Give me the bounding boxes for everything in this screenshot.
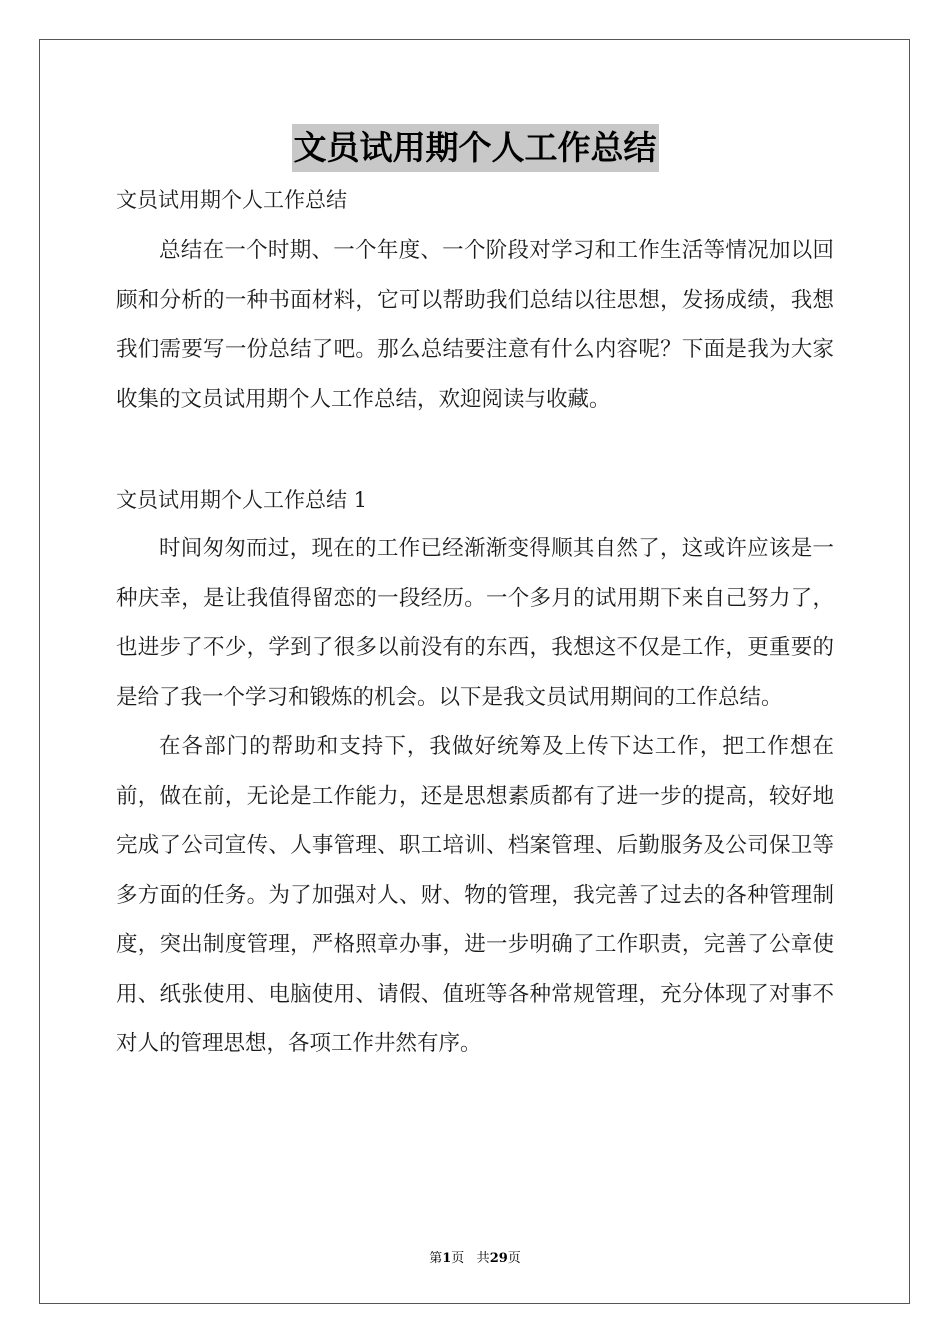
intro-section xyxy=(116,226,834,424)
footer-total-suffix: 页 xyxy=(507,1251,521,1266)
footer-page-suffix: 页 xyxy=(451,1251,465,1266)
footer-page-prefix: 第 xyxy=(429,1251,443,1266)
section1-paragraph-2: 在各部门的帮助和支持下，我做好统筹及上传下达工作，把工作想在前，做在前，无论是工作能力，还是思想素质都有了进一步的提高，较好地完成了公司宣传、人事管理、职工培训、档案管理、后勤服务及公司保卫等多方面的任务。为了加强对人、财、物的管理，我完善了过去的各种管理制度，突出制度管理，严格照章办事，进一步明确了工作职责，完善了公章使用、纸张使用、电脑使用、请假、值班等各种常规管理，充分体现了对事不对人的管理思想，各项工作井然有序。 xyxy=(116,734,834,1056)
document-subtitle: 文员试用期个人工作总结 xyxy=(116,188,347,212)
title-container xyxy=(0,124,950,172)
page-footer xyxy=(0,1247,950,1266)
section-heading: 文员试用期个人工作总结 1 xyxy=(116,488,368,512)
intro-paragraph: 总结在一个时期、一个年度、一个阶段对学习和工作生活等情况加以回顾和分析的一种书面材料，它可以帮助我们总结以往思想，发扬成绩，我想我们需要写一份总结了吧。那么总结要注意有什么内容呢？下面是我为大家收集的文员试用期个人工作总结，欢迎阅读与收藏。 xyxy=(116,238,834,412)
document-title: 文员试用期个人工作总结 xyxy=(292,124,659,172)
footer-page-number: 1 xyxy=(442,1251,452,1266)
section1-body xyxy=(116,524,834,1069)
footer-total-pages: 29 xyxy=(489,1251,508,1266)
section1-paragraph-1: 时间匆匆而过，现在的工作已经渐渐变得顺其自然了，这或许应该是一种庆幸，是让我值得留恋的一段经历。一个多月的试用期下来自己努力了，也进步了不少，学到了很多以前没有的东西，我想这不仅是工作，更重要的是给了我一个学习和锻炼的机会。以下是我文员试用期间的工作总结。 xyxy=(116,536,834,710)
footer-total-prefix: 共 xyxy=(476,1251,490,1266)
